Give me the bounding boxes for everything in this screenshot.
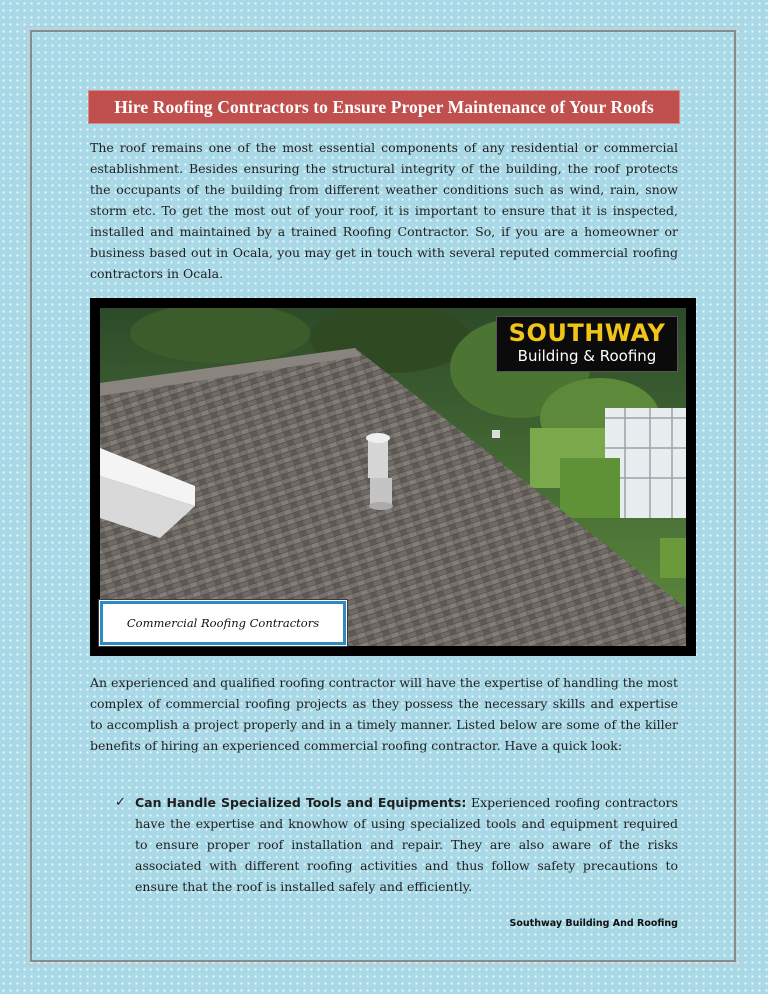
photo-caption-box bbox=[100, 601, 346, 645]
photo-caption: Commercial Roofing Contractors bbox=[126, 616, 320, 630]
logo-southway-text: SOUTHWAY bbox=[508, 319, 666, 347]
second-paragraph: An experienced and qualified roofing contractor will have the expertise of handling the most complex of commercial roofing projects as they possess the necessary skills and expertise to accomplish a project properly and in a timely manner. Listed below are some of the killer benefits of hiring an experienced commercial roofing contractor. Have a quick look: bbox=[90, 675, 678, 753]
benefit-text-block bbox=[135, 792, 678, 897]
benefit-list-item bbox=[115, 792, 678, 897]
roof-photo bbox=[100, 308, 686, 646]
title-banner bbox=[88, 90, 680, 124]
logo-subtitle-text: Building & Roofing bbox=[517, 347, 657, 365]
southway-logo bbox=[496, 316, 678, 372]
checkmark-icon: ✓ bbox=[115, 795, 126, 810]
document-title: Hire Roofing Contractors to Ensure Proper Maintenance of Your Roofs bbox=[114, 96, 654, 117]
page-footer: Southway Building And Roofing bbox=[509, 918, 678, 929]
benefit-title: Can Handle Specialized Tools and Equipments: bbox=[135, 795, 467, 810]
intro-paragraph: The roof remains one of the most essential components of any residential or commercial establishment. Besides ensuring the structural integrity of the building, the roof protects the occupants of the building from different weather conditions such as wind, rain, snow storm etc. To get the most out of your roof, it is important to ensure that it is inspected, installed and maintained by a trained Roofing Contractor. So, if you are a homeowner or business based out in Ocala, you may get in touch with several reputed commercial roofing contractors in Ocala. bbox=[90, 140, 678, 281]
benefit-description: Experienced roofing contractors have the expertise and knowhow of using specialized tools and equipment required to ensure proper roof installation and repair. They are also aware of the risks associated with different roofing activities and thus follow safety precautions to ensure that the roof is installed safely and efficiently. bbox=[135, 795, 678, 894]
